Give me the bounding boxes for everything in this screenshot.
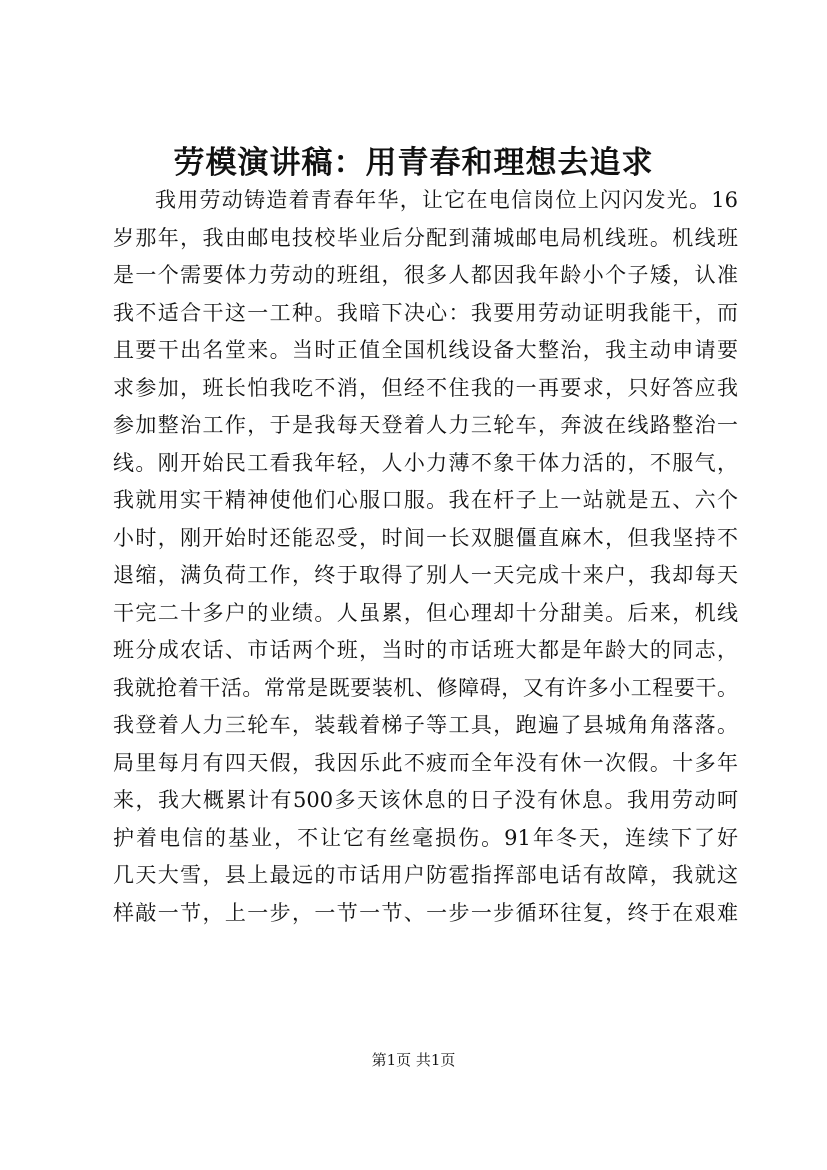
body-line: 几天大雪，县上最远的市话用户防雹指挥部电话有故障，我就这: [113, 863, 738, 887]
body-line: 班分成农话、市话两个班，当时的市话班大都是年龄大的同志，: [113, 638, 738, 662]
body-line: 来，我大概累计有500多天该休息的日子没有休息。我用劳动呵: [113, 788, 738, 812]
body-line: 且要干出名堂来。当时正值全国机线设备大整治，我主动申请要: [113, 338, 738, 362]
body-line: 求参加，班长怕我吃不消，但经不住我的一再要求，只好答应我: [113, 375, 738, 400]
body-line: 线。刚开始民工看我年轻，人小力薄不象干体力活的，不服气，: [113, 450, 738, 475]
page-footer: 第1页 共1页: [371, 1051, 456, 1069]
body-line: 小时，刚开始时还能忍受，时间一长双腿僵直麻木，但我坚持不: [113, 525, 738, 550]
body-line: 干完二十多户的业绩。人虽累，但心理却十分甜美。后来，机线: [113, 600, 738, 625]
document-body: [113, 182, 738, 932]
body-line: 岁那年，我由邮电技校毕业后分配到蒲城邮电局机线班。机线班: [113, 225, 738, 250]
body-line: 是一个需要体力劳动的班组，很多人都因我年龄小个子矮，认准: [113, 263, 738, 287]
body-line: 退缩，满负荷工作，终于取得了别人一天完成十来户，我却每天: [113, 563, 738, 587]
body-line: 我就抢着干活。常常是既要装机、修障碍，又有许多小工程要干。: [113, 675, 738, 700]
body-line: 样敲一节，上一步，一节一节、一步一步循环往复，终于在艰难: [113, 900, 738, 925]
body-line: 我不适合干这一工种。我暗下决心：我要用劳动证明我能干，而: [113, 300, 738, 325]
body-line: 我用劳动铸造着青春年华，让它在电信岗位上闪闪发光。16: [155, 188, 738, 212]
body-line: 我登着人力三轮车，装载着梯子等工具，跑遍了县城角角落落。: [113, 713, 738, 737]
document-title: 劳模演讲稿：用青春和理想去追求: [173, 145, 654, 181]
body-line: 局里每月有四天假，我因乐此不疲而全年没有休一次假。十多年: [113, 750, 738, 775]
body-line: 我就用实干精神使他们心服口服。我在杆子上一站就是五、六个: [113, 488, 738, 512]
body-line: 参加整治工作，于是我每天登着人力三轮车，奔波在线路整治一: [113, 413, 738, 437]
body-line: 护着电信的基业，不让它有丝毫损伤。91年冬天，连续下了好: [113, 825, 738, 850]
